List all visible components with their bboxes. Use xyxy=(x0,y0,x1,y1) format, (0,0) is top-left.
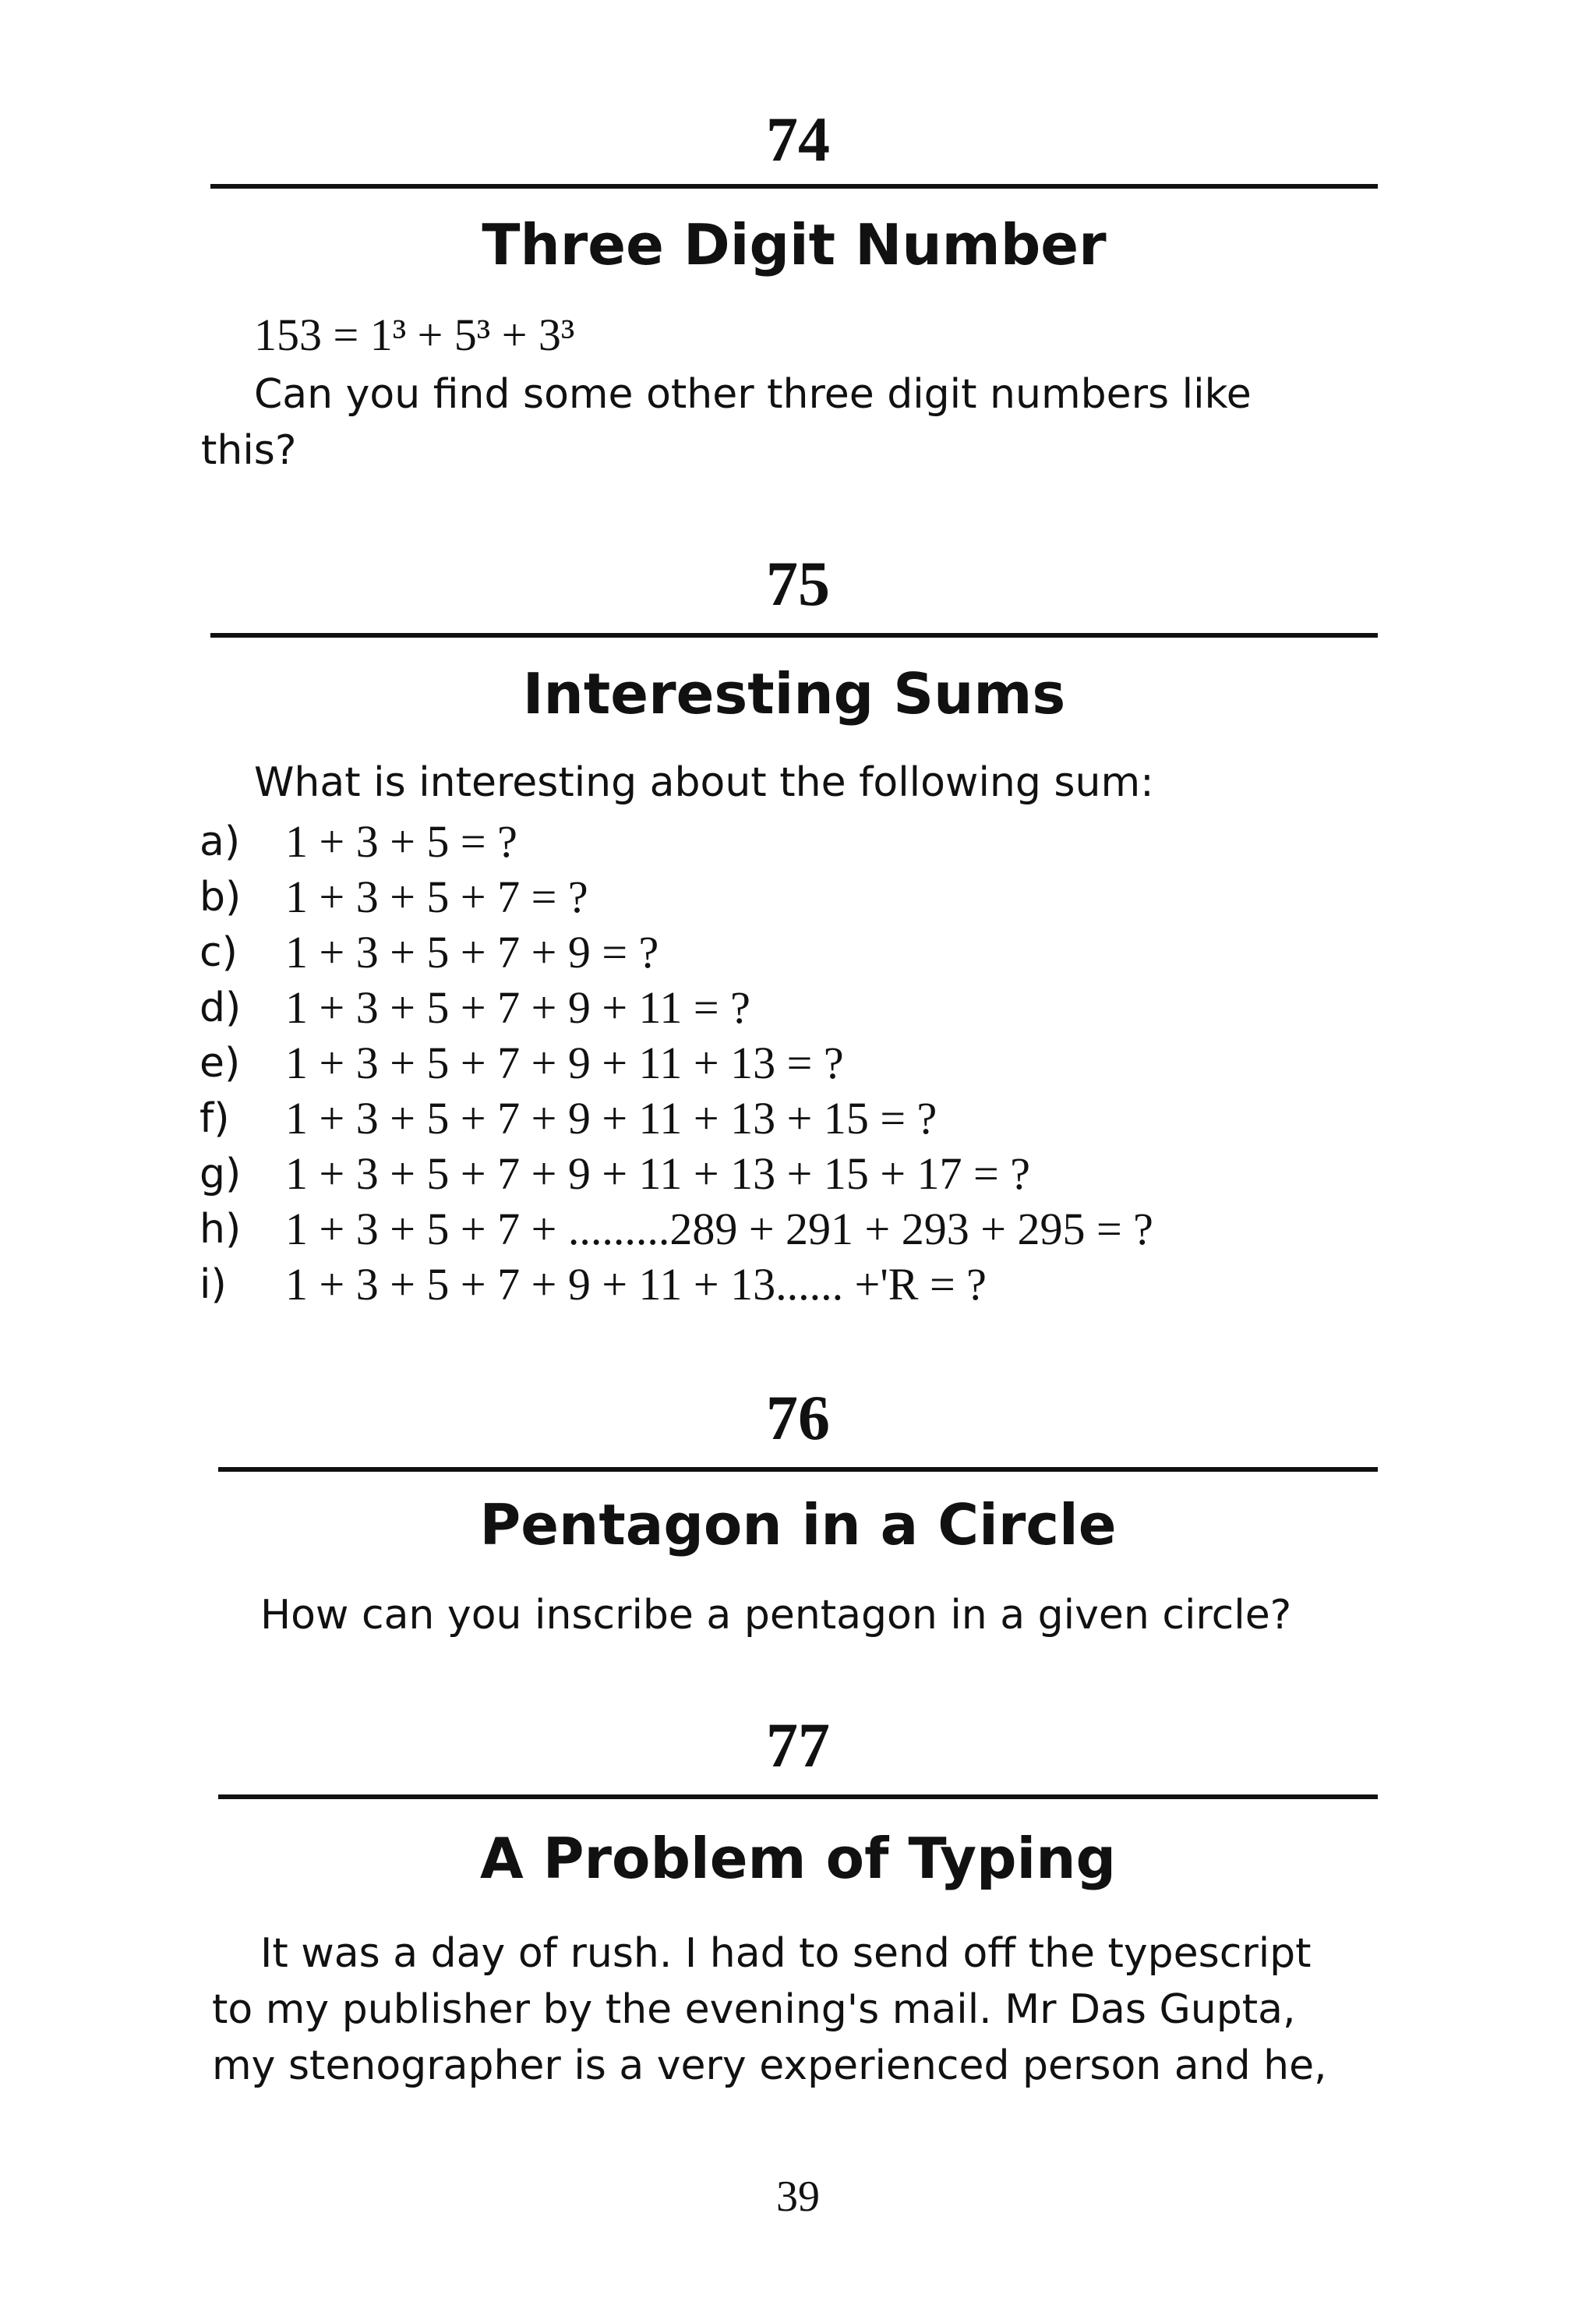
list-item-label: b) xyxy=(200,874,242,921)
paragraph-line: It was a day of rush. I had to send off the typescript xyxy=(260,1930,1312,1977)
equation-153: 153 = 1³ + 5³ + 3³ xyxy=(254,309,575,360)
section-divider-77 xyxy=(218,1794,1378,1799)
page-number: 39 xyxy=(776,2173,820,2221)
sums-intro: What is interesting about the following sum: xyxy=(254,759,1154,806)
list-item-expression: 1 + 3 + 5 + 7 = ? xyxy=(285,872,588,922)
section-divider-75 xyxy=(210,633,1378,638)
section-title-77: A Problem of Typing xyxy=(479,1826,1117,1891)
section-title-75: Interesting Sums xyxy=(522,661,1066,727)
list-item-expression: 1 + 3 + 5 + 7 + 9 + 11 + 13 = ? xyxy=(285,1038,844,1088)
section-divider-76 xyxy=(218,1467,1378,1472)
paragraph-line: my stenographer is a very experienced person and he, xyxy=(212,2042,1327,2089)
list-item-expression: 1 + 3 + 5 + 7 + 9 = ? xyxy=(285,927,659,978)
list-item-expression: 1 + 3 + 5 + 7 + 9 + 11 + 13 + 15 + 17 = ? xyxy=(285,1148,1030,1199)
section-number-75: 75 xyxy=(766,548,830,619)
section-number-77: 77 xyxy=(766,1710,830,1780)
list-item-label: e) xyxy=(200,1040,241,1087)
list-item-label: h) xyxy=(200,1206,242,1253)
list-item-label: i) xyxy=(200,1261,227,1308)
section-number-74: 74 xyxy=(766,104,830,175)
paragraph-line: this? xyxy=(201,427,297,474)
paragraph-line: How can you inscribe a pentagon in a given circle? xyxy=(260,1592,1292,1639)
paragraph-line: Can you find some other three digit numbers like xyxy=(254,371,1252,418)
list-item xyxy=(200,1038,1415,1088)
list-item-label: g) xyxy=(200,1151,242,1197)
sum-list xyxy=(200,817,1415,1310)
list-item xyxy=(200,928,1415,978)
section-title-76: Pentagon in a Circle xyxy=(479,1492,1117,1558)
list-item xyxy=(200,1094,1415,1144)
list-item xyxy=(200,817,1415,867)
list-item xyxy=(200,1149,1415,1199)
list-item xyxy=(200,1204,1415,1254)
list-item-expression: 1 + 3 + 5 + 7 + 9 + 11 + 13...... +'R = ? xyxy=(285,1259,987,1310)
list-item-label: f) xyxy=(200,1095,230,1142)
paragraph-line: to my publisher by the evening's mail. Mr Das Gupta, xyxy=(212,1986,1296,2033)
list-item xyxy=(200,983,1415,1033)
section-title-74: Three Digit Number xyxy=(482,212,1107,278)
list-item-expression: 1 + 3 + 5 = ? xyxy=(285,816,517,867)
section-number-76: 76 xyxy=(766,1382,830,1453)
list-item-expression: 1 + 3 + 5 + 7 + 9 + 11 + 13 + 15 = ? xyxy=(285,1093,937,1144)
list-item-label: d) xyxy=(200,985,242,1031)
list-item-label: a) xyxy=(200,819,241,865)
list-item-expression: 1 + 3 + 5 + 7 + .........289 + 291 + 293 + 295 = ? xyxy=(285,1204,1153,1254)
list-item xyxy=(200,1260,1415,1310)
list-item-label: c) xyxy=(200,929,238,976)
list-item xyxy=(200,872,1415,922)
section-divider-74 xyxy=(210,184,1378,189)
list-item-expression: 1 + 3 + 5 + 7 + 9 + 11 = ? xyxy=(285,982,750,1033)
